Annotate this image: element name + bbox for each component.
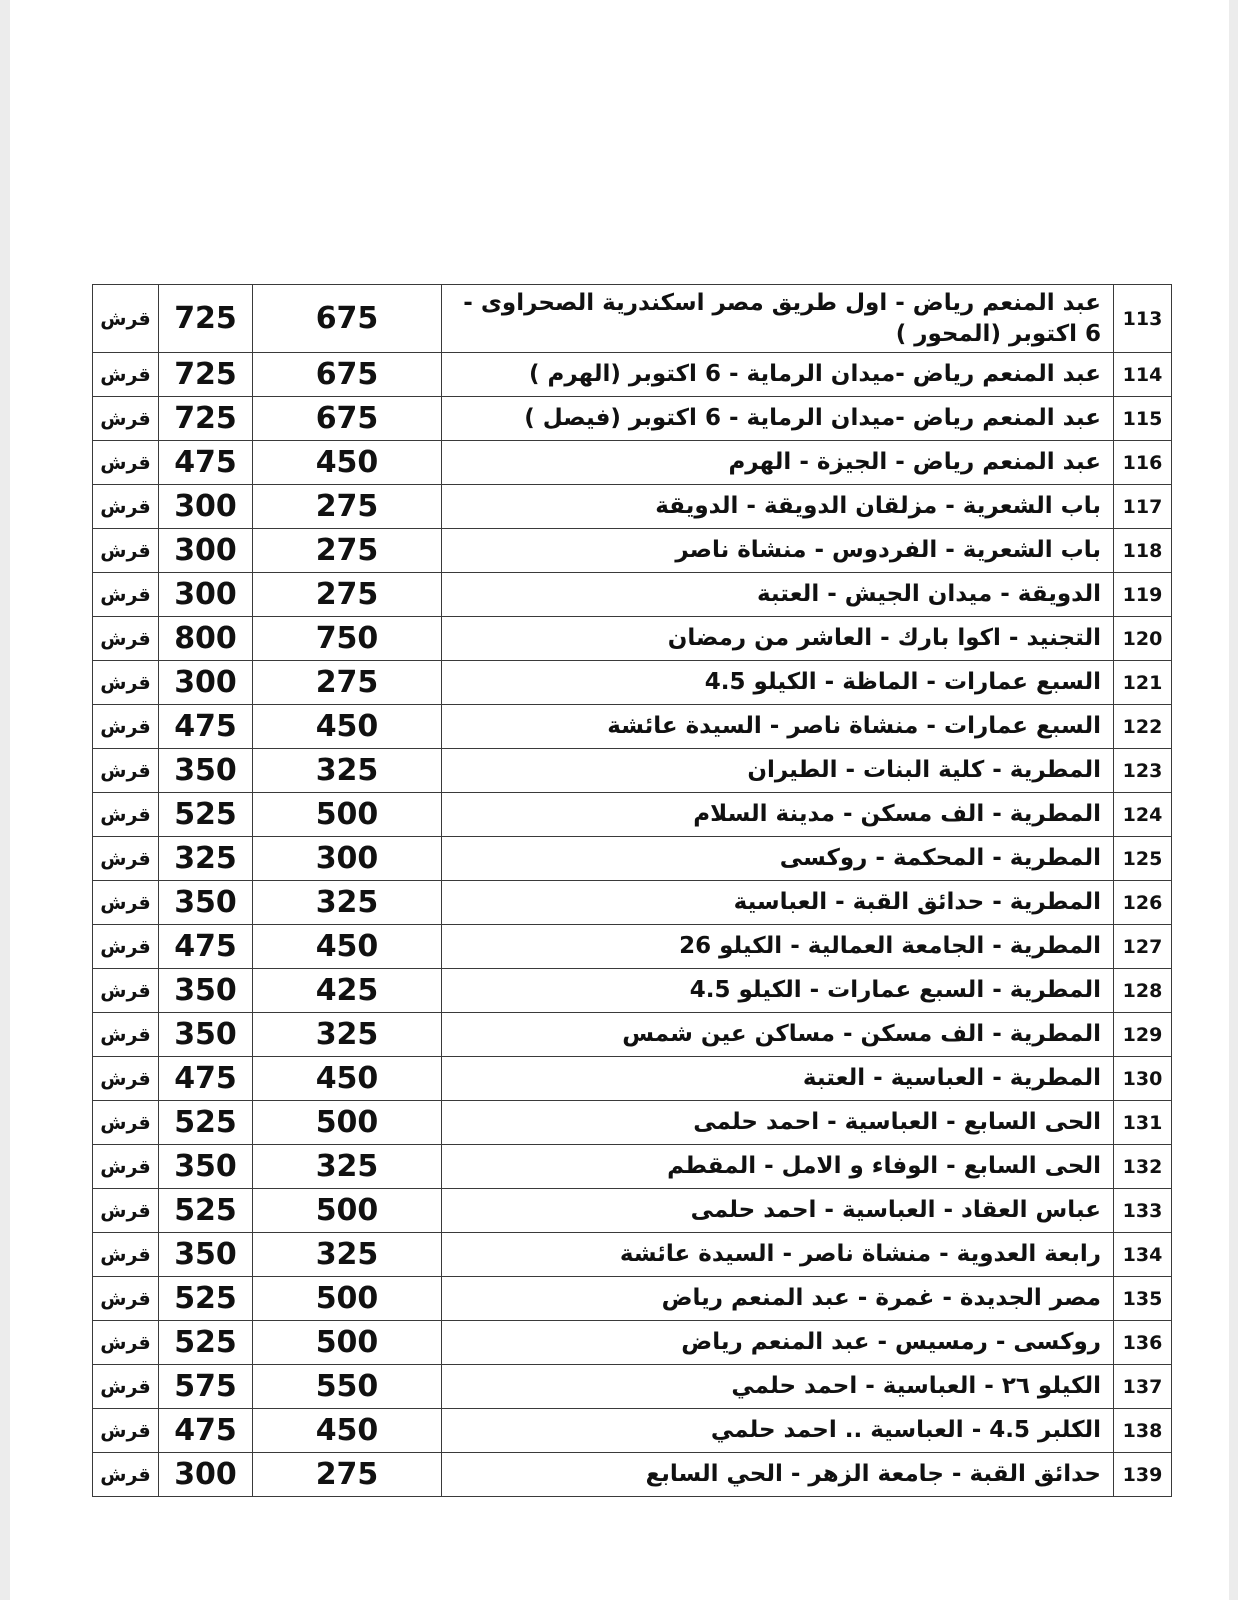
currency-unit-cell: قرش (93, 441, 159, 485)
fare-cell-2: 475 (159, 705, 253, 749)
route-number-cell: 130 (1114, 1057, 1172, 1101)
table-row (93, 705, 1172, 749)
route-number-cell: 117 (1114, 485, 1172, 529)
fare-cell-2: 725 (159, 397, 253, 441)
table-row (93, 749, 1172, 793)
page-edge-right (1229, 0, 1238, 1600)
route-name-cell: عبد المنعم رياض - اول طريق مصر اسكندرية الصحراوى - 6 اكتوبر (المحور ) (442, 285, 1114, 353)
route-name-cell: حدائق القبة - جامعة الزهر - الحي السابع (442, 1453, 1114, 1497)
route-name-cell: المطرية - الف مسكن - مساكن عين شمس (442, 1013, 1114, 1057)
currency-unit-cell: قرش (93, 1013, 159, 1057)
currency-unit-cell: قرش (93, 1453, 159, 1497)
route-number-cell: 128 (1114, 969, 1172, 1013)
fare-cell-1: 500 (253, 1321, 442, 1365)
fare-cell-1: 325 (253, 881, 442, 925)
fare-cell-2: 725 (159, 285, 253, 353)
fare-cell-2: 350 (159, 1145, 253, 1189)
table-row (93, 617, 1172, 661)
currency-unit-cell: قرش (93, 1233, 159, 1277)
currency-unit-cell: قرش (93, 1409, 159, 1453)
route-number-cell: 139 (1114, 1453, 1172, 1497)
table-row (93, 397, 1172, 441)
fare-cell-2: 725 (159, 353, 253, 397)
table-row (93, 441, 1172, 485)
table-row (93, 573, 1172, 617)
fare-cell-1: 275 (253, 661, 442, 705)
currency-unit-cell: قرش (93, 1101, 159, 1145)
fare-cell-1: 325 (253, 1145, 442, 1189)
currency-unit-cell: قرش (93, 705, 159, 749)
fare-cell-1: 300 (253, 837, 442, 881)
fare-cell-1: 550 (253, 1365, 442, 1409)
route-number-cell: 136 (1114, 1321, 1172, 1365)
route-number-cell: 122 (1114, 705, 1172, 749)
fare-cell-2: 475 (159, 1057, 253, 1101)
route-name-cell: التجنيد - اكوا بارك - العاشر من رمضان (442, 617, 1114, 661)
route-name-cell: الكلبر 4.5 - العباسية .. احمد حلمي (442, 1409, 1114, 1453)
route-name-cell: المطرية - حدائق القبة - العباسية (442, 881, 1114, 925)
currency-unit-cell: قرش (93, 1277, 159, 1321)
fare-cell-1: 425 (253, 969, 442, 1013)
currency-unit-cell: قرش (93, 793, 159, 837)
fare-cell-2: 475 (159, 925, 253, 969)
route-number-cell: 121 (1114, 661, 1172, 705)
page-edge-left (0, 0, 10, 1600)
fare-cell-2: 575 (159, 1365, 253, 1409)
route-name-cell: عبد المنعم رياض -ميدان الرماية - 6 اكتوبر (الهرم ) (442, 353, 1114, 397)
currency-unit-cell: قرش (93, 925, 159, 969)
route-number-cell: 138 (1114, 1409, 1172, 1453)
fare-cell-2: 300 (159, 573, 253, 617)
fare-cell-2: 350 (159, 1233, 253, 1277)
fare-cell-2: 475 (159, 1409, 253, 1453)
fare-cell-1: 500 (253, 1101, 442, 1145)
route-number-cell: 115 (1114, 397, 1172, 441)
fare-cell-2: 300 (159, 661, 253, 705)
fare-cell-1: 500 (253, 1189, 442, 1233)
table-row (93, 881, 1172, 925)
table-row (93, 1409, 1172, 1453)
fare-cell-2: 300 (159, 1453, 253, 1497)
fare-cell-2: 350 (159, 749, 253, 793)
route-number-cell: 119 (1114, 573, 1172, 617)
currency-unit-cell: قرش (93, 285, 159, 353)
fare-cell-2: 350 (159, 969, 253, 1013)
route-number-cell: 135 (1114, 1277, 1172, 1321)
currency-unit-cell: قرش (93, 749, 159, 793)
table-row (93, 1321, 1172, 1365)
fare-cell-1: 450 (253, 925, 442, 969)
route-name-cell: السبع عمارات - منشاة ناصر - السيدة عائشة (442, 705, 1114, 749)
route-name-cell: مصر الجديدة - غمرة - عبد المنعم رياض (442, 1277, 1114, 1321)
route-name-cell: المطرية - الف مسكن - مدينة السلام (442, 793, 1114, 837)
fare-cell-2: 350 (159, 1013, 253, 1057)
fare-cell-1: 275 (253, 485, 442, 529)
table-row (93, 1101, 1172, 1145)
table-row (93, 285, 1172, 353)
table-row (93, 1145, 1172, 1189)
fare-cell-1: 325 (253, 1013, 442, 1057)
fare-cell-1: 500 (253, 793, 442, 837)
currency-unit-cell: قرش (93, 1145, 159, 1189)
route-number-cell: 123 (1114, 749, 1172, 793)
currency-unit-cell: قرش (93, 1365, 159, 1409)
route-name-cell: باب الشعرية - مزلقان الدويقة - الدويقة (442, 485, 1114, 529)
fare-cell-1: 450 (253, 1057, 442, 1101)
route-number-cell: 114 (1114, 353, 1172, 397)
table-row (93, 1365, 1172, 1409)
route-number-cell: 131 (1114, 1101, 1172, 1145)
route-name-cell: الحى السابع - الوفاء و الامل - المقطم (442, 1145, 1114, 1189)
fare-cell-1: 450 (253, 1409, 442, 1453)
currency-unit-cell: قرش (93, 1057, 159, 1101)
table-row (93, 661, 1172, 705)
fare-cell-2: 350 (159, 881, 253, 925)
fare-cell-1: 675 (253, 397, 442, 441)
route-name-cell: السبع عمارات - الماظة - الكيلو 4.5 (442, 661, 1114, 705)
route-name-cell: باب الشعرية - الفردوس - منشاة ناصر (442, 529, 1114, 573)
table-row (93, 1233, 1172, 1277)
currency-unit-cell: قرش (93, 1321, 159, 1365)
route-number-cell: 118 (1114, 529, 1172, 573)
fare-cell-1: 450 (253, 441, 442, 485)
table-row (93, 1057, 1172, 1101)
currency-unit-cell: قرش (93, 1189, 159, 1233)
route-number-cell: 133 (1114, 1189, 1172, 1233)
currency-unit-cell: قرش (93, 573, 159, 617)
route-number-cell: 116 (1114, 441, 1172, 485)
table-row (93, 793, 1172, 837)
route-name-cell: عباس العقاد - العباسية - احمد حلمى (442, 1189, 1114, 1233)
fare-cell-1: 500 (253, 1277, 442, 1321)
table-row (93, 1013, 1172, 1057)
table-row (93, 1277, 1172, 1321)
route-name-cell: المطرية - السبع عمارات - الكيلو 4.5 (442, 969, 1114, 1013)
fare-cell-1: 275 (253, 573, 442, 617)
table-row (93, 529, 1172, 573)
route-number-cell: 134 (1114, 1233, 1172, 1277)
fare-cell-1: 275 (253, 1453, 442, 1497)
fare-cell-2: 325 (159, 837, 253, 881)
fare-cell-2: 525 (159, 1101, 253, 1145)
currency-unit-cell: قرش (93, 969, 159, 1013)
table-row (93, 969, 1172, 1013)
route-name-cell: عبد المنعم رياض -ميدان الرماية - 6 اكتوبر (فيصل ) (442, 397, 1114, 441)
currency-unit-cell: قرش (93, 529, 159, 573)
fare-cell-2: 525 (159, 1321, 253, 1365)
route-name-cell: المطرية - المحكمة - روكسى (442, 837, 1114, 881)
fare-cell-1: 675 (253, 353, 442, 397)
fare-cell-2: 525 (159, 1189, 253, 1233)
fare-cell-1: 275 (253, 529, 442, 573)
route-number-cell: 113 (1114, 285, 1172, 353)
fare-cell-2: 525 (159, 1277, 253, 1321)
fare-cell-2: 525 (159, 793, 253, 837)
fare-cell-1: 325 (253, 749, 442, 793)
route-name-cell: المطرية - الجامعة العمالية - الكيلو 26 (442, 925, 1114, 969)
fare-cell-2: 300 (159, 529, 253, 573)
route-name-cell: روكسى - رمسيس - عبد المنعم رياض (442, 1321, 1114, 1365)
fares-table (92, 284, 1172, 1497)
route-number-cell: 127 (1114, 925, 1172, 969)
currency-unit-cell: قرش (93, 661, 159, 705)
route-number-cell: 129 (1114, 1013, 1172, 1057)
currency-unit-cell: قرش (93, 353, 159, 397)
fare-cell-2: 800 (159, 617, 253, 661)
currency-unit-cell: قرش (93, 617, 159, 661)
route-number-cell: 120 (1114, 617, 1172, 661)
route-name-cell: الحى السابع - العباسية - احمد حلمى (442, 1101, 1114, 1145)
table-row (93, 353, 1172, 397)
currency-unit-cell: قرش (93, 881, 159, 925)
currency-unit-cell: قرش (93, 837, 159, 881)
currency-unit-cell: قرش (93, 485, 159, 529)
table-row (93, 1189, 1172, 1233)
route-name-cell: عبد المنعم رياض - الجيزة - الهرم (442, 441, 1114, 485)
table-row (93, 925, 1172, 969)
route-number-cell: 124 (1114, 793, 1172, 837)
route-number-cell: 125 (1114, 837, 1172, 881)
route-name-cell: الدويقة - ميدان الجيش - العتبة (442, 573, 1114, 617)
route-name-cell: المطرية - العباسية - العتبة (442, 1057, 1114, 1101)
table-row (93, 485, 1172, 529)
fare-cell-1: 675 (253, 285, 442, 353)
route-name-cell: الكيلو ٢٦ - العباسية - احمد حلمي (442, 1365, 1114, 1409)
route-name-cell: رابعة العدوية - منشاة ناصر - السيدة عائشة (442, 1233, 1114, 1277)
table-row (93, 837, 1172, 881)
table-row (93, 1453, 1172, 1497)
fare-cell-1: 450 (253, 705, 442, 749)
route-name-cell: المطرية - كلية البنات - الطيران (442, 749, 1114, 793)
route-number-cell: 126 (1114, 881, 1172, 925)
route-number-cell: 137 (1114, 1365, 1172, 1409)
fare-cell-1: 325 (253, 1233, 442, 1277)
fare-cell-2: 300 (159, 485, 253, 529)
fare-cell-2: 475 (159, 441, 253, 485)
fare-cell-1: 750 (253, 617, 442, 661)
currency-unit-cell: قرش (93, 397, 159, 441)
route-number-cell: 132 (1114, 1145, 1172, 1189)
fares-table-body (93, 285, 1172, 1497)
